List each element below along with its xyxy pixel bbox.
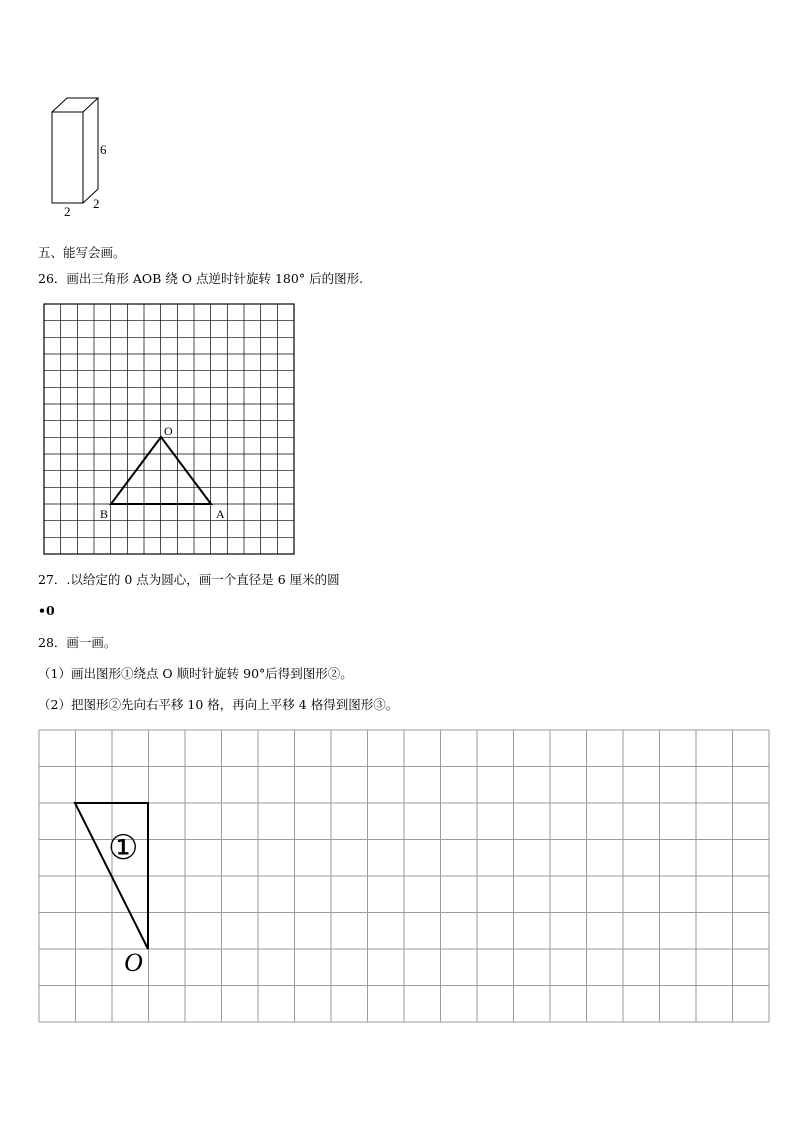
q26-label-a: A [216, 507, 225, 521]
question-28-part2: （2）把图形②先向右平移 10 格，再向上平移 4 格得到图形③。 [38, 697, 399, 712]
prism-width-label: 2 [64, 204, 71, 219]
question-28-part1: （1）画出图形①绕点 O 顺时针旋转 90°后得到图形②。 [38, 666, 353, 681]
question-28-title: 28．画一画。 [38, 635, 117, 650]
prism-depth-label: 2 [93, 196, 100, 211]
shape-1-label: ① [108, 828, 139, 868]
q26-label-b: B [100, 507, 109, 521]
q28-grid[interactable] [36, 728, 770, 1024]
q27-center-point: •0 [38, 603, 55, 618]
question-26-text: 26．画出三角形 AOB 绕 O 点逆时针旋转 180° 后的图形. [38, 271, 364, 286]
q28-grid-svg [36, 728, 770, 1024]
prism-height-label: 6 [100, 142, 107, 157]
section-heading: 五、能写会画。 [38, 245, 126, 260]
prism-side-edge [83, 98, 98, 203]
prism-front-face [52, 112, 83, 203]
q28-point-o: O [124, 948, 143, 977]
prism-top-face [52, 98, 98, 112]
q26-grid[interactable] [40, 300, 297, 556]
q26-label-o: O [164, 424, 173, 438]
question-27-text: 27．.以给定的 0 点为圆心，画一个直径是 6 厘米的圆 [38, 572, 340, 587]
prism-drawing [40, 92, 120, 222]
prism-figure [40, 92, 120, 222]
